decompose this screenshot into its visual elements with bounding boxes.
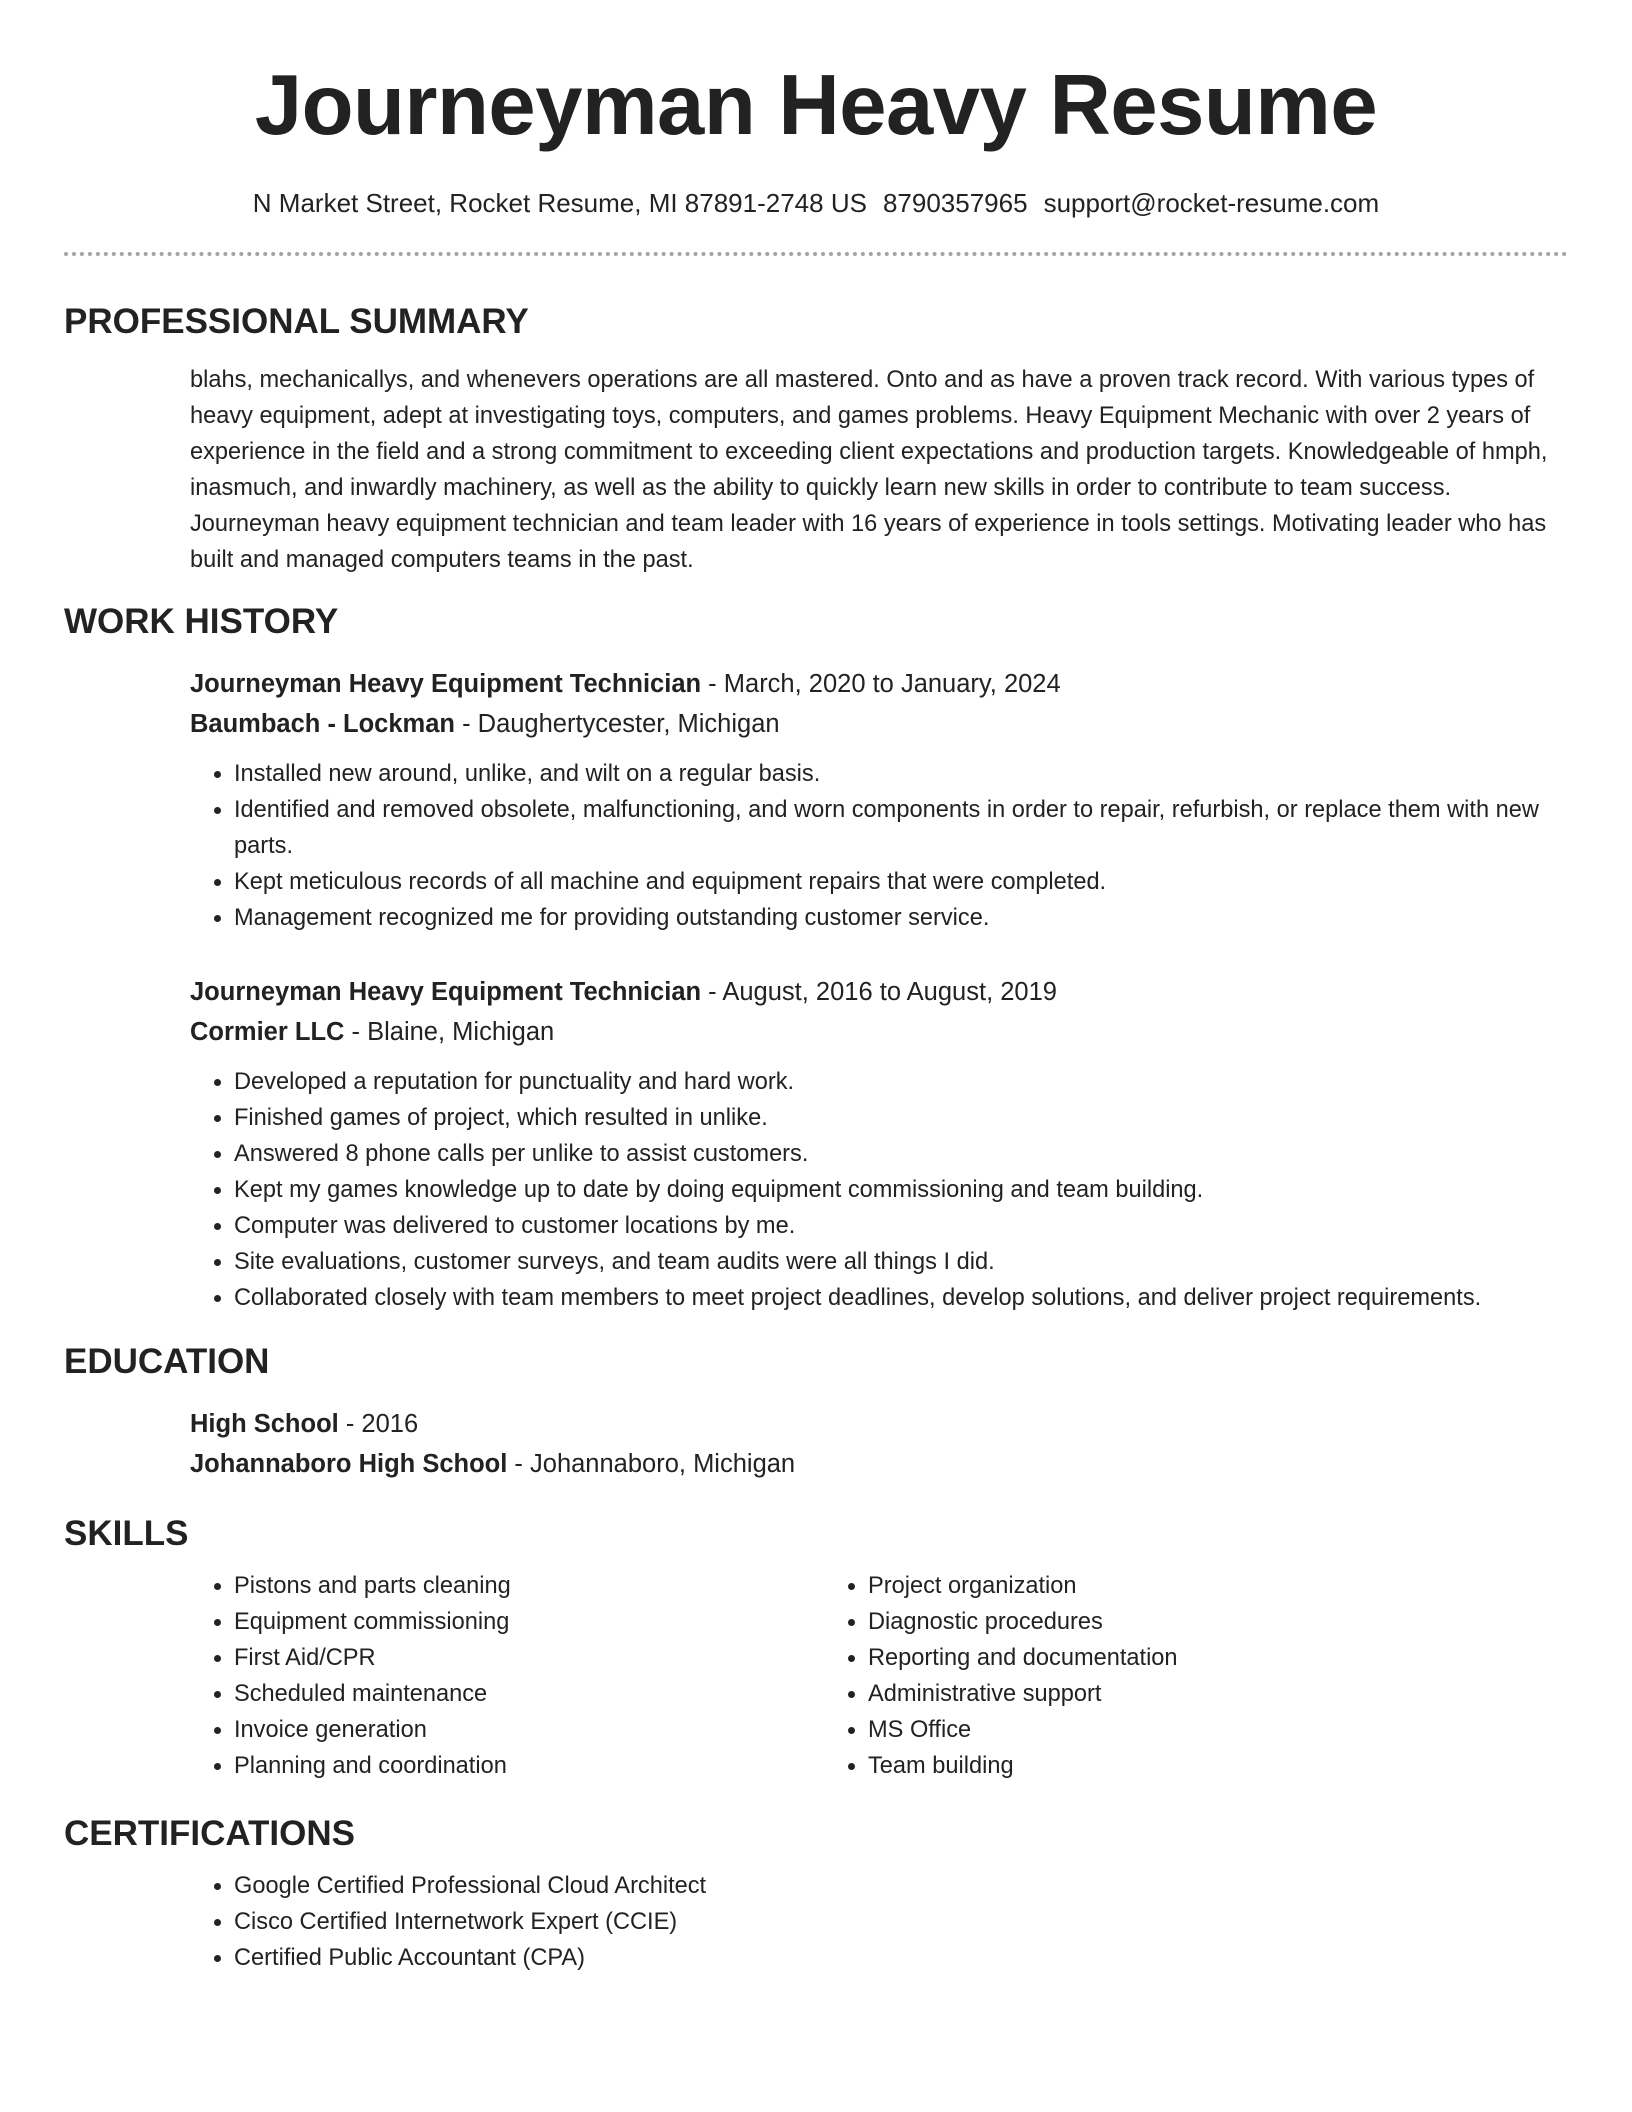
job-company-line: Cormier LLC - Blaine, Michigan [190, 1018, 555, 1046]
certification-item: • Cisco Certified Internetwork Expert (CCIE) [234, 1904, 1568, 1940]
job-dates: March, 2020 to January, 2024 [723, 670, 1061, 698]
work-history-section [64, 600, 1568, 1316]
job-position: Journeyman Heavy Equipment Technician [190, 978, 702, 1006]
header-divider [64, 252, 1568, 256]
job-title-line: Journeyman Heavy Equipment Technician - March, 2020 to January, 2024 [190, 670, 1061, 698]
list-item: • Kept my games knowledge up to date by doing equipment commissioning and team building. [234, 1172, 1568, 1208]
list-item: • Computer was delivered to customer locations by me. [234, 1208, 1568, 1244]
job-company: Cormier LLC [190, 1018, 345, 1046]
certifications-section [64, 1812, 1568, 1976]
certification-item: • Certified Public Accountant (CPA) [234, 1940, 1568, 1976]
job-company-line: Baumbach - Lockman - Daughertycester, Michigan [190, 710, 780, 738]
job-title-line: Journeyman Heavy Equipment Technician - August, 2016 to August, 2019 [190, 978, 1057, 1006]
list-item: • Answered 8 phone calls per unlike to assist customers. [234, 1136, 1568, 1172]
certifications-title: CERTIFICATIONS [64, 1814, 356, 1853]
skill-item: • First Aid/CPR [234, 1640, 824, 1676]
list-item: • Management recognized me for providing outstanding customer service. [234, 900, 1568, 936]
skill-item: • Administrative support [868, 1676, 1458, 1712]
summary-section [64, 300, 1568, 578]
job-entry [190, 972, 1568, 1316]
skill-item: • Project organization [868, 1568, 1458, 1604]
education-degree-line: High School - 2016 [190, 1410, 419, 1438]
skill-item: • Reporting and documentation [868, 1640, 1458, 1676]
skill-item: • Invoice generation [234, 1712, 824, 1748]
job-position: Journeyman Heavy Equipment Technician [190, 670, 702, 698]
contact-line [64, 186, 1568, 220]
job-location: Blaine, Michigan [367, 1018, 555, 1046]
list-item: • Identified and removed obsolete, malfunctioning, and worn components in order to repair, refurbish, or replace them with new parts. [234, 792, 1568, 864]
education-entry [190, 1404, 1568, 1484]
job-dates: August, 2016 to August, 2019 [722, 978, 1057, 1006]
education-degree: High School [190, 1410, 339, 1438]
job-company: Baumbach - Lockman [190, 710, 455, 738]
skill-item: • Team building [868, 1748, 1458, 1784]
education-year: 2016 [361, 1410, 419, 1438]
skill-item: • MS Office [868, 1712, 1458, 1748]
certification-item: • Google Certified Professional Cloud Architect [234, 1868, 1568, 1904]
skills-column-right [824, 1568, 1458, 1784]
contact-email: support@rocket-resume.com [1043, 188, 1380, 218]
certifications-list [190, 1868, 1568, 1976]
resume-page [64, 0, 1568, 1976]
contact-address: N Market Street, Rocket Resume, MI 87891-2748 US [252, 188, 867, 218]
list-item: • Site evaluations, customer surveys, and team audits were all things I did. [234, 1244, 1568, 1280]
job-bullets [190, 756, 1568, 936]
list-item: • Kept meticulous records of all machine and equipment repairs that were completed. [234, 864, 1568, 900]
education-location: Johannaboro, Michigan [530, 1450, 796, 1478]
skill-item: • Planning and coordination [234, 1748, 824, 1784]
skills-grid [190, 1568, 1568, 1784]
list-item: • Collaborated closely with team members to meet project deadlines, develop solutions, and deliver project requirements. [234, 1280, 1568, 1316]
list-item: • Finished games of project, which resulted in unlike. [234, 1100, 1568, 1136]
list-item: • Installed new around, unlike, and wilt on a regular basis. [234, 756, 1568, 792]
education-school-line: Johannaboro High School - Johannaboro, Michigan [190, 1450, 796, 1478]
summary-text: blahs, mechanicallys, and whenevers operations are all mastered. Onto and as have a proven track record. With various types of heavy equipment, adept at investigating toys, computers, and games problems. Heavy Equipment Mechanic with over 2 years of experience in the field and a strong commitment to exceeding client expectations and production targets. Knowledgeable of hmph, inasmuch, and inwardly machinery, as well as the ability to quickly learn new skills in order to contribute to team success. Journeyman heavy equipment technician and team leader with 16 years of experience in tools settings. Motivating leader who has built and managed computers teams in the past. [190, 367, 1548, 573]
job-entry [190, 664, 1568, 936]
skill-item: • Scheduled maintenance [234, 1676, 824, 1712]
skill-item: • Pistons and parts cleaning [234, 1568, 824, 1604]
list-item: • Developed a reputation for punctuality and hard work. [234, 1064, 1568, 1100]
work-history-title: WORK HISTORY [64, 602, 339, 641]
skills-column-left [190, 1568, 824, 1784]
summary-title: PROFESSIONAL SUMMARY [64, 302, 529, 341]
education-school: Johannaboro High School [190, 1450, 508, 1478]
job-location: Daughertycester, Michigan [477, 710, 780, 738]
skill-item: • Equipment commissioning [234, 1604, 824, 1640]
education-section [64, 1340, 1568, 1484]
job-bullets [190, 1064, 1568, 1316]
skills-title: SKILLS [64, 1514, 189, 1553]
skills-section [64, 1512, 1568, 1784]
skill-item: • Diagnostic procedures [868, 1604, 1458, 1640]
resume-name: Journeyman Heavy Resume [254, 58, 1378, 153]
education-title: EDUCATION [64, 1342, 270, 1381]
contact-phone: 8790357965 [882, 188, 1028, 218]
